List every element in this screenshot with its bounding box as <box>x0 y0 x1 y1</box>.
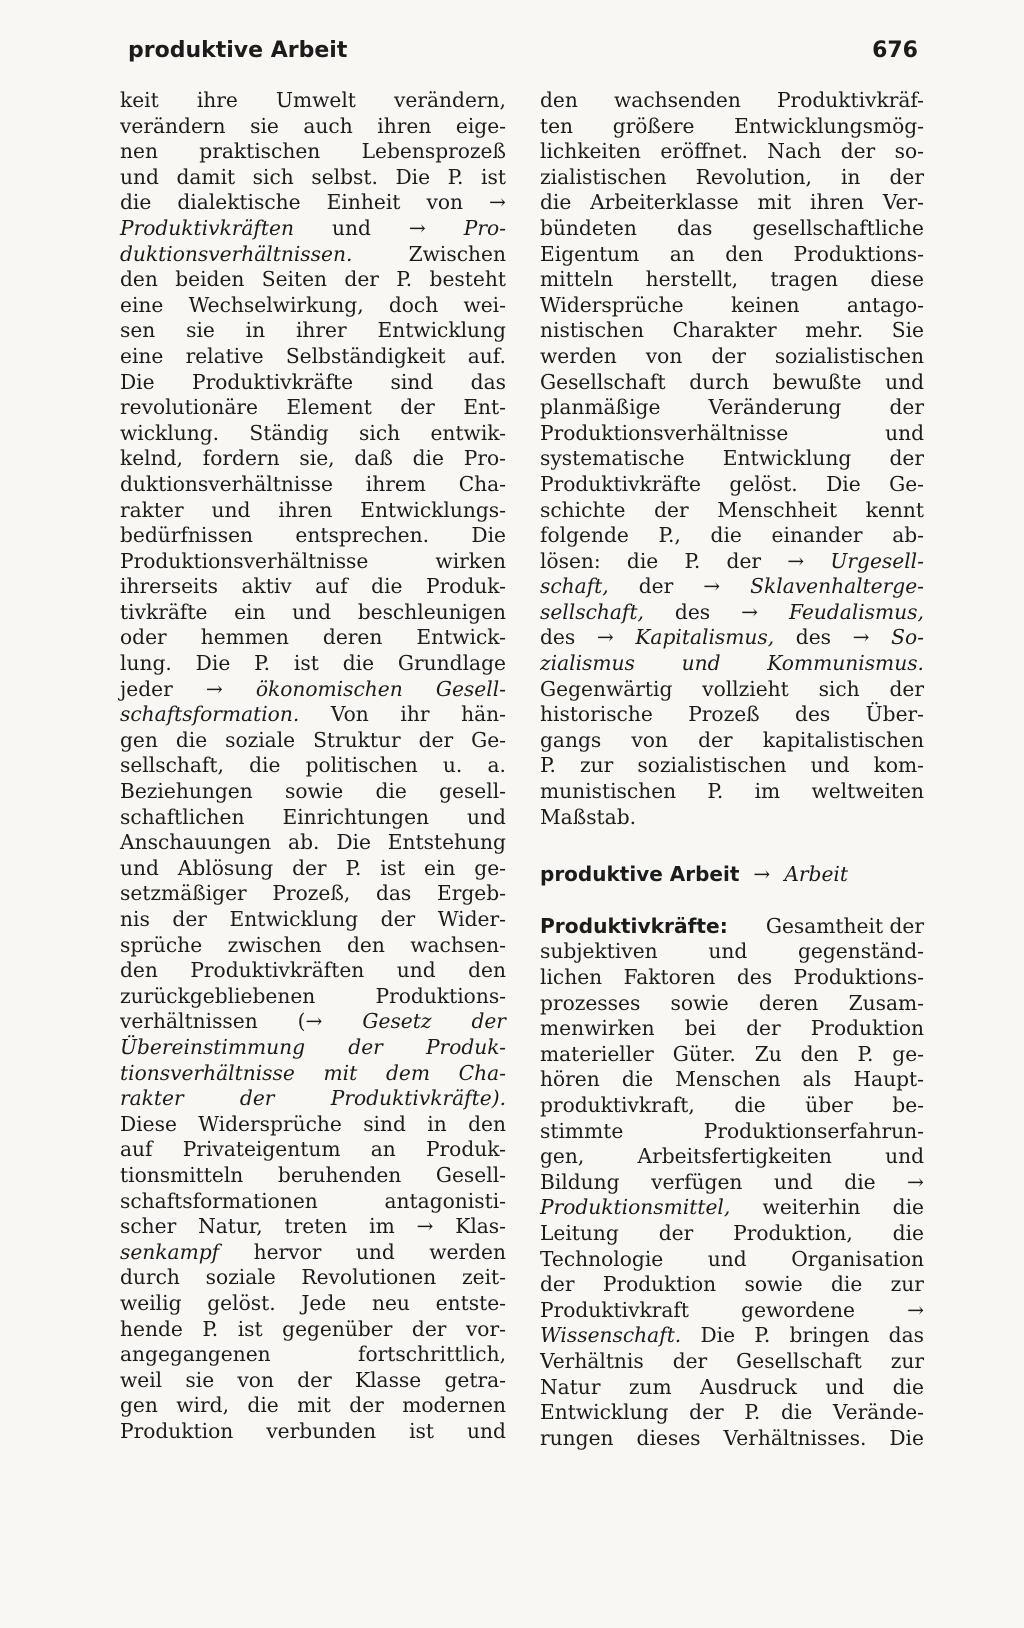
left-column-line: den Produktivkräften und den <box>120 958 506 983</box>
left-column-line: Übereinstimmung der Produk- <box>120 1034 506 1059</box>
left-column-line: tionsmitteln beruhenden Gesell- <box>120 1162 506 1187</box>
right-column-line: Maßstab. <box>540 804 637 829</box>
left-column-line: hende P. ist gegenüber der vor- <box>120 1316 506 1341</box>
left-column-line: senkampf hervor und werden <box>120 1239 506 1264</box>
right-column-line: zialistischen Revolution, in der <box>540 164 924 189</box>
right-column-line: den wachsenden Produktivkräf- <box>540 88 924 112</box>
left-column-line: auf Privateigentum an Produk- <box>120 1137 506 1162</box>
right-column-line: des → Kapitalismus, des → So- <box>540 625 924 650</box>
entry-body-line: materieller Güter. Zu den P. ge- <box>540 1041 924 1066</box>
left-column-line: lung. Die P. ist die Grundlage <box>120 651 506 676</box>
left-column-line: Beziehungen sowie die gesell- <box>120 779 506 804</box>
left-column-line: verändern sie auch ihren eige- <box>120 113 506 138</box>
left-column-line: schaftlichen Einrichtungen und <box>120 804 506 829</box>
entry-body-line: Verhältnis der Gesellschaft zur <box>540 1348 924 1373</box>
left-column-line: gen die soziale Struktur der Ge- <box>120 727 506 752</box>
left-column-line: nen praktischen Lebensprozeß <box>120 139 506 164</box>
right-column-line: sellschaft, des → Feudalismus, <box>540 599 924 624</box>
left-column-line: oder hemmen deren Entwick- <box>120 625 506 650</box>
left-column-line: zurückgebliebenen Produktions- <box>120 983 506 1008</box>
entry-body-line: Technologie und Organisation <box>540 1246 924 1271</box>
entry-lemma: Produktivkräfte: <box>540 913 728 938</box>
left-column-line: eine Wechselwirkung, doch wei- <box>120 292 506 317</box>
right-column-line: nistischen Charakter mehr. Sie <box>540 318 924 343</box>
left-column-line: die dialektische Einheit von → <box>120 190 506 215</box>
entry-body-line: der Produktion sowie die zur <box>540 1272 924 1297</box>
page-header <box>128 38 918 74</box>
cross-reference-entry <box>540 862 924 888</box>
right-column-line: munistischen P. im weltweiten <box>540 779 924 804</box>
entry-body-line: Produktionsmittel, weiterhin die <box>540 1195 924 1220</box>
entry-body-line: gen, Arbeitsfertigkeiten und <box>540 1144 924 1169</box>
left-column-line: revolutionäre Element der Ent- <box>120 395 506 420</box>
left-column-line: duktionsverhältnissen. Zwischen <box>120 241 506 266</box>
right-column-line: lösen: die P. der → Urgesell- <box>540 548 924 573</box>
right-column-line: die Arbeiterklasse mit ihren Ver- <box>540 190 924 215</box>
entry-first-line <box>540 914 924 940</box>
right-column-line: mitteln herstellt, tragen diese <box>540 267 924 292</box>
right-column-line: systematische Entwicklung der <box>540 446 924 471</box>
right-column-line: zialismus und Kommunismus. <box>540 651 924 676</box>
entry-body-line: Leitung der Produktion, die <box>540 1220 924 1245</box>
entry-body-line: stimmte Produktionserfahrun- <box>540 1118 924 1143</box>
left-column-line: schaftsformationen antagonisti- <box>120 1188 506 1213</box>
entry-body-line: subjektiven und gegenständ- <box>540 939 924 964</box>
left-column-line: Produktion verbunden ist und <box>120 1418 506 1443</box>
right-column-line: schaft, der → Sklavenhalterge- <box>540 574 924 599</box>
right-column-line: historische Prozeß des Über- <box>540 702 924 727</box>
entry-body-line: Entwicklung der P. die Verände- <box>540 1400 924 1425</box>
left-column-line: tionsverhältnisse mit dem Cha- <box>120 1060 506 1085</box>
left-column-line: Produktivkräften und → Pro- <box>120 215 506 240</box>
entry-first-line-text: Gesamtheit der <box>765 913 924 938</box>
right-column-line: planmäßige Veränderung der <box>540 395 924 420</box>
right-column-line: gangs von der kapitalistischen <box>540 727 924 752</box>
entry-body-line: Produktivkraft gewordene → <box>540 1297 924 1322</box>
entry-body-line: prozesses sowie deren Zusam- <box>540 990 924 1015</box>
left-column-line: sprüche zwischen den wachsen- <box>120 932 506 957</box>
right-column-line: Gegenwärtig vollzieht sich der <box>540 676 924 701</box>
entry-body-line: Natur zum Ausdruck und die <box>540 1374 924 1399</box>
right-column <box>540 88 924 1451</box>
left-column-line: eine relative Selbständigkeit auf. <box>120 343 506 368</box>
page-number: 676 <box>872 38 918 63</box>
left-column-line: durch soziale Revolutionen zeit- <box>120 1265 506 1290</box>
cross-reference-target: Arbeit <box>784 862 848 887</box>
entry-body-line: hören die Menschen als Haupt- <box>540 1067 924 1092</box>
running-head: produktive Arbeit <box>128 38 348 63</box>
left-column-line: verhältnissen (→ Gesetz der <box>120 1009 506 1034</box>
left-column-line: schaftsformation. Von ihr hän- <box>120 702 506 727</box>
left-column <box>120 88 506 1444</box>
left-column-line: sen sie in ihrer Entwicklung <box>120 318 506 343</box>
right-column-line: Produktivkräfte gelöst. Die Ge- <box>540 471 924 496</box>
left-column-line: bedürfnissen entsprechen. Die <box>120 523 506 548</box>
left-column-line: keit ihre Umwelt verändern, <box>120 88 506 112</box>
left-column-line: rakter und ihren Entwicklungs- <box>120 497 506 522</box>
entry-body-line: Bildung verfügen und die → <box>540 1169 924 1194</box>
left-column-line: Produktionsverhältnisse wirken <box>120 548 506 573</box>
right-column-line: P. zur sozialistischen und kom- <box>540 753 924 778</box>
entry-body-line: menwirken bei der Produktion <box>540 1016 924 1041</box>
left-column-line: und Ablösung der P. ist ein ge- <box>120 855 506 880</box>
right-column-line: schichte der Menschheit kennt <box>540 497 924 522</box>
left-column-line: kelnd, fordern sie, daß die Pro- <box>120 446 506 471</box>
right-column-line: werden von der sozialistischen <box>540 343 924 368</box>
right-column-line: Widersprüche keinen antago- <box>540 292 924 317</box>
entry-continuation <box>540 88 924 830</box>
left-column-line: den beiden Seiten der P. besteht <box>120 267 506 292</box>
left-column-line: weil sie von der Klasse getra- <box>120 1367 506 1392</box>
left-column-line: Anschauungen ab. Die Entstehung <box>120 830 506 855</box>
left-column-line: setzmäßiger Prozeß, das Ergeb- <box>120 881 506 906</box>
left-column-line: duktionsverhältnisse ihrem Cha- <box>120 471 506 496</box>
right-column-line: Produktionsverhältnisse und <box>540 420 924 445</box>
entry-body-line: Wissenschaft. Die P. bringen das <box>540 1323 924 1348</box>
left-column-line: tivkräfte ein und beschleunigen <box>120 599 506 624</box>
left-column-line: wicklung. Ständig sich entwik- <box>120 420 506 445</box>
entry-body-line: produktivkraft, die über be- <box>540 1092 924 1117</box>
right-column-line: Eigentum an den Produktions- <box>540 241 924 266</box>
left-column-line: und damit sich selbst. Die P. ist <box>120 164 506 189</box>
entry-body-line: lichen Faktoren des Produktions- <box>540 965 924 989</box>
left-column-line: angegangenen fortschrittlich, <box>120 1342 506 1367</box>
left-column-line: ihrerseits aktiv auf die Produk- <box>120 574 506 599</box>
left-column-line: scher Natur, treten im → Klas- <box>120 1214 506 1239</box>
left-column-line: Diese Widersprüche sind in den <box>120 1111 506 1136</box>
right-column-line: bündeten das gesellschaftliche <box>540 215 924 240</box>
entry-body-line: rungen dieses Verhältnisses. Die <box>540 1425 924 1450</box>
left-column-line: gen wird, die mit der modernen <box>120 1393 506 1418</box>
left-column-line: weilig gelöst. Jede neu entste- <box>120 1290 506 1315</box>
left-column-line: sellschaft, die politischen u. a. <box>120 753 506 778</box>
left-column-line: Die Produktivkräfte sind das <box>120 369 506 394</box>
left-column-line: rakter der Produktivkräfte). <box>120 1086 506 1111</box>
left-column-line: jeder → ökonomischen Gesell- <box>120 676 506 701</box>
cross-reference-arrow: → <box>753 862 771 887</box>
right-column-line: lichkeiten eröffnet. Nach der so- <box>540 139 924 164</box>
cross-reference-lemma: produktive Arbeit <box>540 862 740 887</box>
right-column-line: ten größere Entwicklungsmög- <box>540 113 924 138</box>
right-column-line: folgende P., die einander ab- <box>540 523 924 548</box>
entry-body <box>540 939 924 1451</box>
right-column-line: Gesellschaft durch bewußte und <box>540 369 924 394</box>
left-column-line: nis der Entwicklung der Wider- <box>120 907 506 931</box>
